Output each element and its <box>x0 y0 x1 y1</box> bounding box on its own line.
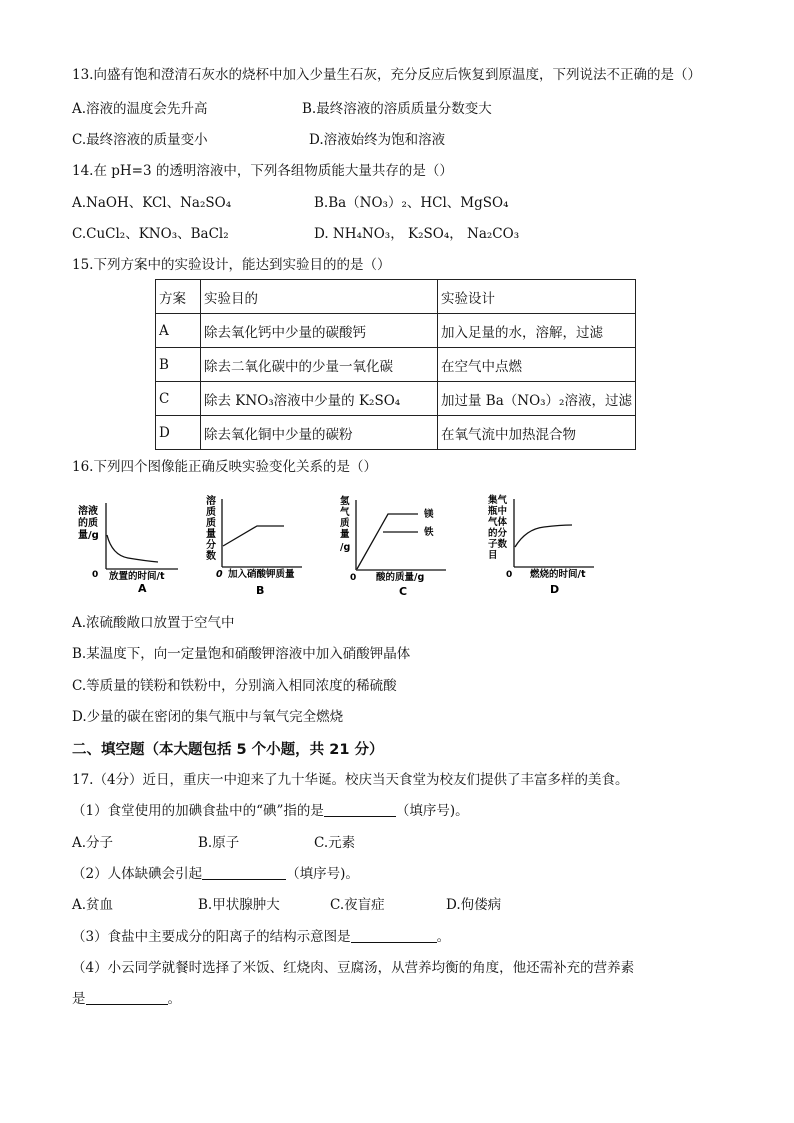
graph-d-ylabel: 瓶中 <box>488 506 508 517</box>
graph-d-ylabel: 子数 <box>488 539 508 550</box>
q17-part4-text: 是 <box>72 991 86 1007</box>
q17-part4-suffix: 。 <box>167 991 181 1007</box>
graph-c-ylabel: 量 <box>340 529 350 540</box>
graph-d <box>478 493 598 601</box>
answer-blank[interactable] <box>202 865 286 880</box>
table-cell: A <box>156 314 201 348</box>
q17-part1-suffix: （填序号)。 <box>395 803 469 819</box>
section-title: 二、填空题（本大题包括 5 个小题，共 21 分） <box>72 742 384 758</box>
graph-b-curve <box>223 526 284 546</box>
table-cell: C <box>156 382 201 416</box>
q17-p2-option-c: C.夜盲症 <box>330 897 385 913</box>
q14-option-a: A.NaOH、KCl、Na₂SO₄ <box>72 195 232 211</box>
q17-part3 <box>72 928 450 946</box>
graph-d-ylabel: 目 <box>488 550 498 561</box>
q13-option-c: C.最终溶液的质量变小 <box>72 132 208 148</box>
q13-stem: 13.向盛有饱和澄清石灰水的烧杯中加入少量生石灰，充分反应后恢复到原温度，下列说法不正确的是（） <box>72 67 701 83</box>
table-header-cell: 方案 <box>156 280 201 314</box>
graph-c-ylabel: 气 <box>340 507 350 518</box>
graph-c-line-mg <box>357 514 418 569</box>
graph-b-xlabel: 加入硝酸钾质量 <box>228 569 295 580</box>
table-header-cell: 实验目的 <box>201 280 438 314</box>
q16-option-d: D.少量的碳在密闭的集气瓶中与氧气完全燃烧 <box>72 709 344 725</box>
graph-d-curve <box>515 525 572 547</box>
graph-d-ylabel: 集气 <box>488 495 508 506</box>
graph-a <box>76 495 186 599</box>
table-header-cell: 实验设计 <box>438 280 636 314</box>
answer-blank[interactable] <box>86 990 168 1005</box>
q13-option-a: A.溶液的温度会先升高 <box>72 101 208 117</box>
q14-option-c: C.CuCl₂、KNO₃、BaCl₂ <box>72 226 229 242</box>
graph-d-ylabel: 的分 <box>488 528 508 539</box>
answer-blank[interactable] <box>351 928 437 943</box>
q13-option-d: D.溶液始终为饱和溶液 <box>309 132 446 148</box>
q17-part3-text: （3）食盐中主要成分的阳离子的结构示意图是 <box>72 929 351 945</box>
graph-c-ylabel: 质 <box>340 518 350 529</box>
table-row <box>156 416 636 450</box>
table-row <box>156 382 636 416</box>
q17-p2-option-a: A.贫血 <box>72 897 114 913</box>
q16-option-a: A.浓硫酸敞口放置于空气中 <box>72 615 235 631</box>
table-row <box>156 314 636 348</box>
q17-part2-suffix: （填序号)。 <box>286 866 359 882</box>
table-cell: B <box>156 348 201 382</box>
q16-stem: 16.下列四个图像能正确反映实验变化关系的是（） <box>72 459 377 475</box>
table-cell: 除去二氧化碳中的少量一氧化碳 <box>201 348 438 382</box>
graph-b-ylabel: 量 <box>206 529 216 540</box>
table-cell: 除去 KNO₃溶液中少量的 K₂SO₄ <box>201 382 438 416</box>
q14-option-b: B.Ba（NO₃）₂、HCl、MgSO₄ <box>314 195 509 211</box>
q17-part3-suffix: 。 <box>436 929 451 945</box>
table-cell: 在空气中点燃 <box>438 348 636 382</box>
table-cell: D <box>156 416 201 450</box>
graph-d-caption: D <box>550 583 560 596</box>
graph-b-caption: B <box>256 584 265 597</box>
graph-a-ylabel: 量/g <box>78 530 99 541</box>
q14-option-d: D. NH₄NO₃， K₂SO₄， Na₂CO₃ <box>314 226 520 242</box>
q17-p1-option-b: B.原子 <box>198 835 240 851</box>
table-cell: 加入足量的水，溶解，过滤 <box>438 314 636 348</box>
graph-d-ylabel: 气体 <box>488 517 508 528</box>
graph-c-origin: 0 <box>350 573 357 583</box>
q14-stem: 14.在 pH=3 的透明溶液中，下列各组物质能大量共存的是（） <box>72 163 453 179</box>
answer-blank[interactable] <box>324 802 396 817</box>
graph-a-curve <box>107 535 158 562</box>
graph-b-ylabel: 质 <box>206 518 216 529</box>
q17-part4: （4）小云同学就餐时选择了米饭、红烧肉、豆腐汤，从营养均衡的角度，他还需补充的营养素 <box>72 960 635 976</box>
q17-part4-line2 <box>72 990 181 1008</box>
table-row <box>156 348 636 382</box>
q17-p1-option-a: A.分子 <box>72 835 114 851</box>
graph-c-ylabel: 氢 <box>340 496 350 507</box>
graph-a-xlabel: 放置的时间/t <box>109 571 165 582</box>
graph-b-ylabel: 数 <box>206 551 216 562</box>
graph-c-label-mg: 镁 <box>424 509 434 520</box>
graph-b-ylabel: 溶 <box>206 496 216 507</box>
q17-part1 <box>72 802 469 820</box>
graph-d-xlabel: 燃烧的时间/t <box>530 569 586 580</box>
q17-part1-text: （1）食堂使用的加碘食盐中的“碘”指的是 <box>72 803 324 819</box>
graph-b-origin: 0 <box>216 569 223 580</box>
q17-part2-text: （2）人体缺碘会引起 <box>72 866 203 882</box>
q15-stem: 15.下列方案中的实验设计，能达到实验目的的是（） <box>72 257 391 273</box>
q16-option-c: C.等质量的镁粉和铁粉中，分别滴入相同浓度的稀硫酸 <box>72 678 397 694</box>
graph-c-ylabel: /g <box>340 542 351 553</box>
graph-b-ylabel: 分 <box>206 540 216 551</box>
graph-a-ylabel: 溶液 <box>78 506 98 517</box>
graph-c <box>336 494 456 602</box>
graph-b <box>202 493 312 601</box>
table-cell: 除去氧化钙中少量的碳酸钙 <box>201 314 438 348</box>
q17-p2-option-d: D.佝偻病 <box>446 897 502 913</box>
graph-b-ylabel: 质 <box>206 507 216 518</box>
q17-part2 <box>72 865 359 883</box>
graph-a-origin: 0 <box>92 570 99 580</box>
table-header-row <box>156 280 636 314</box>
graph-c-xlabel: 酸的质量/g <box>376 572 425 583</box>
q17-stem: 17.（4分）近日，重庆一中迎来了九十华诞。校庆当天食堂为校友们提供了丰富多样的美食。 <box>72 772 629 788</box>
graph-c-caption: C <box>399 585 408 598</box>
graph-c-label-fe: 铁 <box>424 527 434 538</box>
q16-option-b: B.某温度下，向一定量饱和硝酸钾溶液中加入硝酸钾晶体 <box>72 646 411 662</box>
graph-a-caption: A <box>138 582 147 595</box>
table-cell: 除去氧化铜中少量的碳粉 <box>201 416 438 450</box>
table-cell: 在氧气流中加热混合物 <box>438 416 636 450</box>
q15-table <box>155 279 636 450</box>
q17-p2-option-b: B.甲状腺肿大 <box>198 897 280 913</box>
q13-option-b: B.最终溶液的溶质质量分数变大 <box>302 101 492 117</box>
q17-p1-option-c: C.元素 <box>314 835 356 851</box>
graph-a-ylabel: 的质 <box>78 518 98 529</box>
table-cell: 加过量 Ba（NO₃）₂溶液，过滤 <box>438 382 636 416</box>
graph-d-origin: 0 <box>506 570 513 580</box>
